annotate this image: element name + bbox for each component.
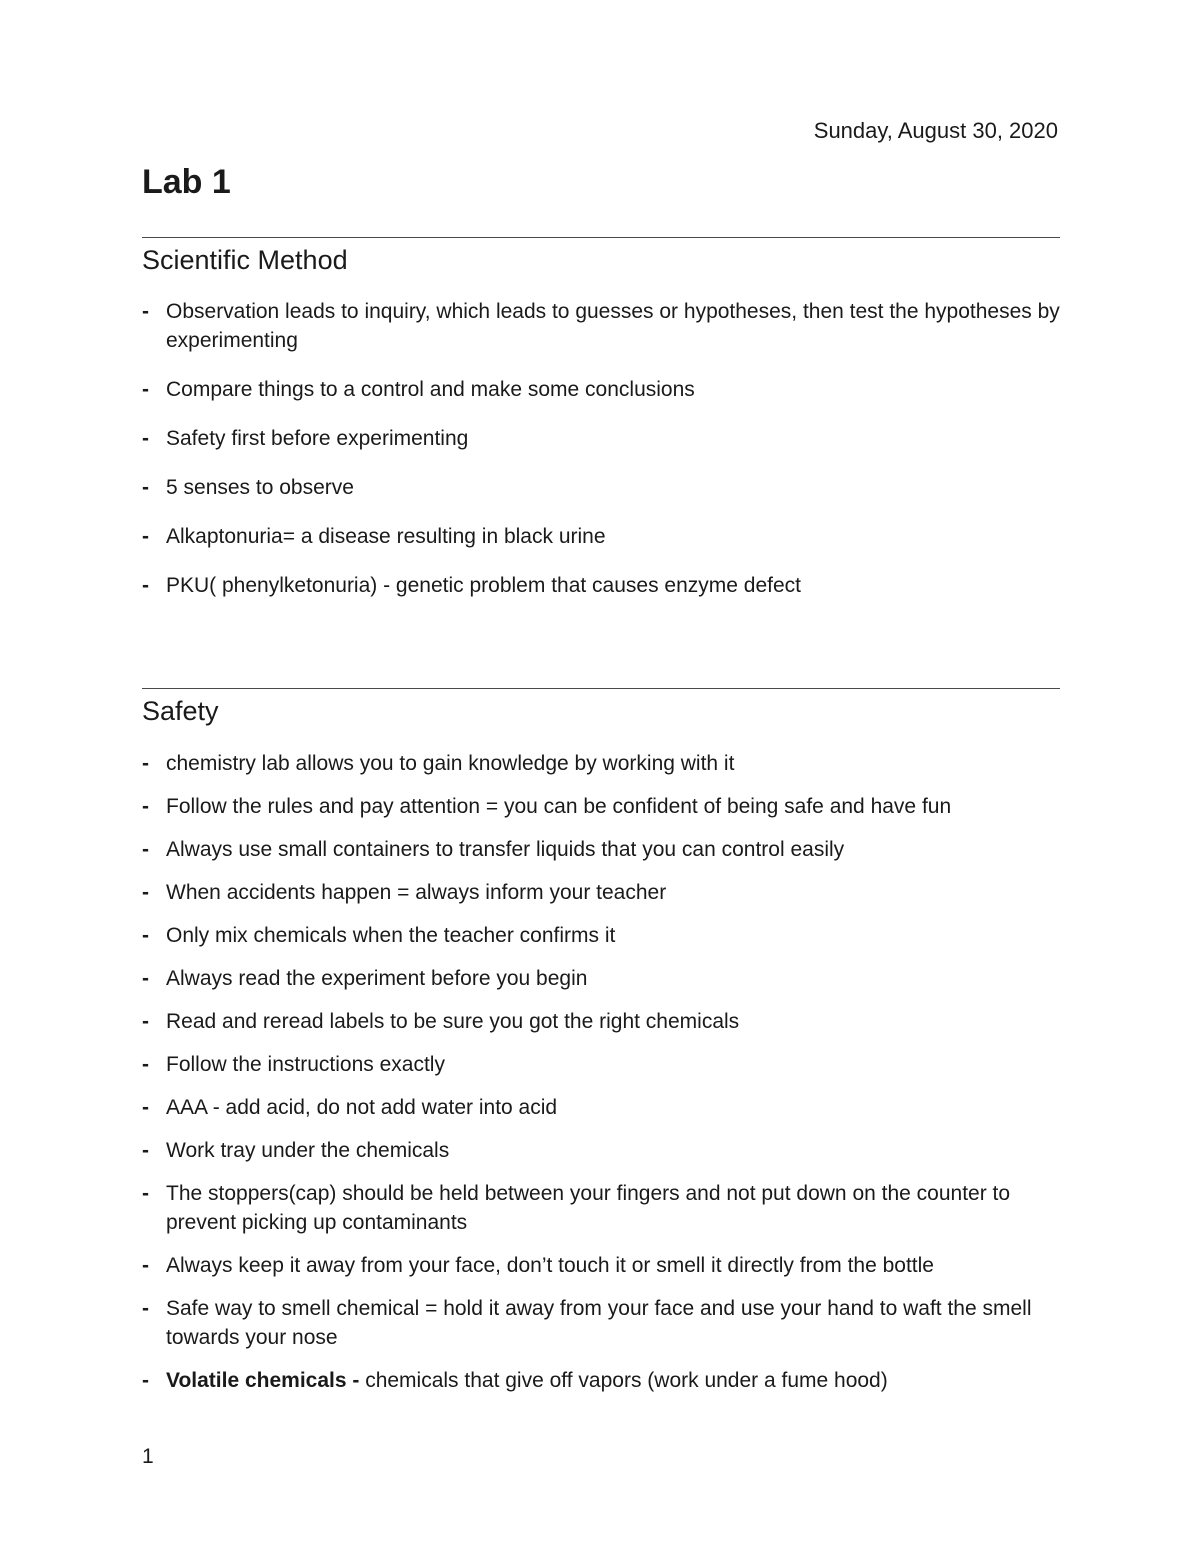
section-divider — [142, 688, 1060, 689]
list-item: - Work tray under the chemicals — [142, 1136, 1062, 1165]
list-item: - Always read the experiment before you begin — [142, 964, 1062, 993]
list-item: - AAA - add acid, do not add water into acid — [142, 1093, 1062, 1122]
list-item: - Always keep it away from your face, don’t touch it or smell it directly from the bottle — [142, 1251, 1062, 1280]
bullet-dash: - — [142, 574, 149, 597]
list-item: - Follow the instructions exactly — [142, 1050, 1062, 1079]
list-item: - Safety first before experimenting — [142, 424, 1062, 453]
bullet-dash: - — [142, 1096, 149, 1119]
section-heading-safety: Safety — [142, 696, 219, 726]
term-bold: Volatile chemicals - — [166, 1369, 360, 1392]
list-item: - Alkaptonuria= a disease resulting in black urine — [142, 522, 1062, 551]
list-item: - Observation leads to inquiry, which leads to guesses or hypotheses, then test the hypotheses by experimenting — [142, 297, 1062, 355]
bullet-dash: - — [142, 1297, 149, 1320]
bullet-dash: - — [142, 881, 149, 904]
bullet-dash: - — [142, 1053, 149, 1076]
bullet-dash: - — [142, 1010, 149, 1033]
bullet-dash: - — [142, 752, 149, 775]
safety-list — [142, 749, 1062, 1409]
bullet-dash: - — [142, 525, 149, 548]
section-divider — [142, 237, 1060, 238]
bullet-dash: - — [142, 1369, 149, 1392]
bullet-dash: - — [142, 378, 149, 401]
bullet-dash: - — [142, 795, 149, 818]
list-item: - Always use small containers to transfer liquids that you can control easily — [142, 835, 1062, 864]
list-item: - Safe way to smell chemical = hold it away from your face and use your hand to waft the smell towards your nose — [142, 1294, 1062, 1352]
list-item: - The stoppers(cap) should be held between your fingers and not put down on the counter to prevent picking up contaminants — [142, 1179, 1062, 1237]
bullet-dash: - — [142, 300, 149, 323]
bullet-dash: - — [142, 838, 149, 861]
bullet-dash: - — [142, 924, 149, 947]
document-date: Sunday, August 30, 2020 — [813, 118, 1058, 143]
bullet-dash: - — [142, 427, 149, 450]
section-heading-scientific-method: Scientific Method — [142, 245, 348, 275]
list-item: - 5 senses to observe — [142, 473, 1062, 502]
list-item: - Follow the rules and pay attention = you can be confident of being safe and have fun — [142, 792, 1062, 821]
bullet-dash: - — [142, 1139, 149, 1162]
bullet-dash: - — [142, 1254, 149, 1277]
list-item: - Compare things to a control and make some conclusions — [142, 375, 1062, 404]
list-item: - When accidents happen = always inform your teacher — [142, 878, 1062, 907]
list-item: - PKU( phenylketonuria) - genetic problem that causes enzyme defect — [142, 571, 1062, 600]
document-title: Lab 1 — [142, 163, 231, 201]
list-item: - Volatile chemicals - chemicals that give off vapors (work under a fume hood) — [142, 1366, 1062, 1395]
page-number: 1 — [142, 1445, 154, 1468]
scientific-method-list — [142, 297, 1062, 620]
list-item: - Only mix chemicals when the teacher confirms it — [142, 921, 1062, 950]
bullet-dash: - — [142, 967, 149, 990]
list-item: - chemistry lab allows you to gain knowledge by working with it — [142, 749, 1062, 778]
bullet-dash: - — [142, 476, 149, 499]
list-item: - Read and reread labels to be sure you got the right chemicals — [142, 1007, 1062, 1036]
bullet-dash: - — [142, 1182, 149, 1205]
